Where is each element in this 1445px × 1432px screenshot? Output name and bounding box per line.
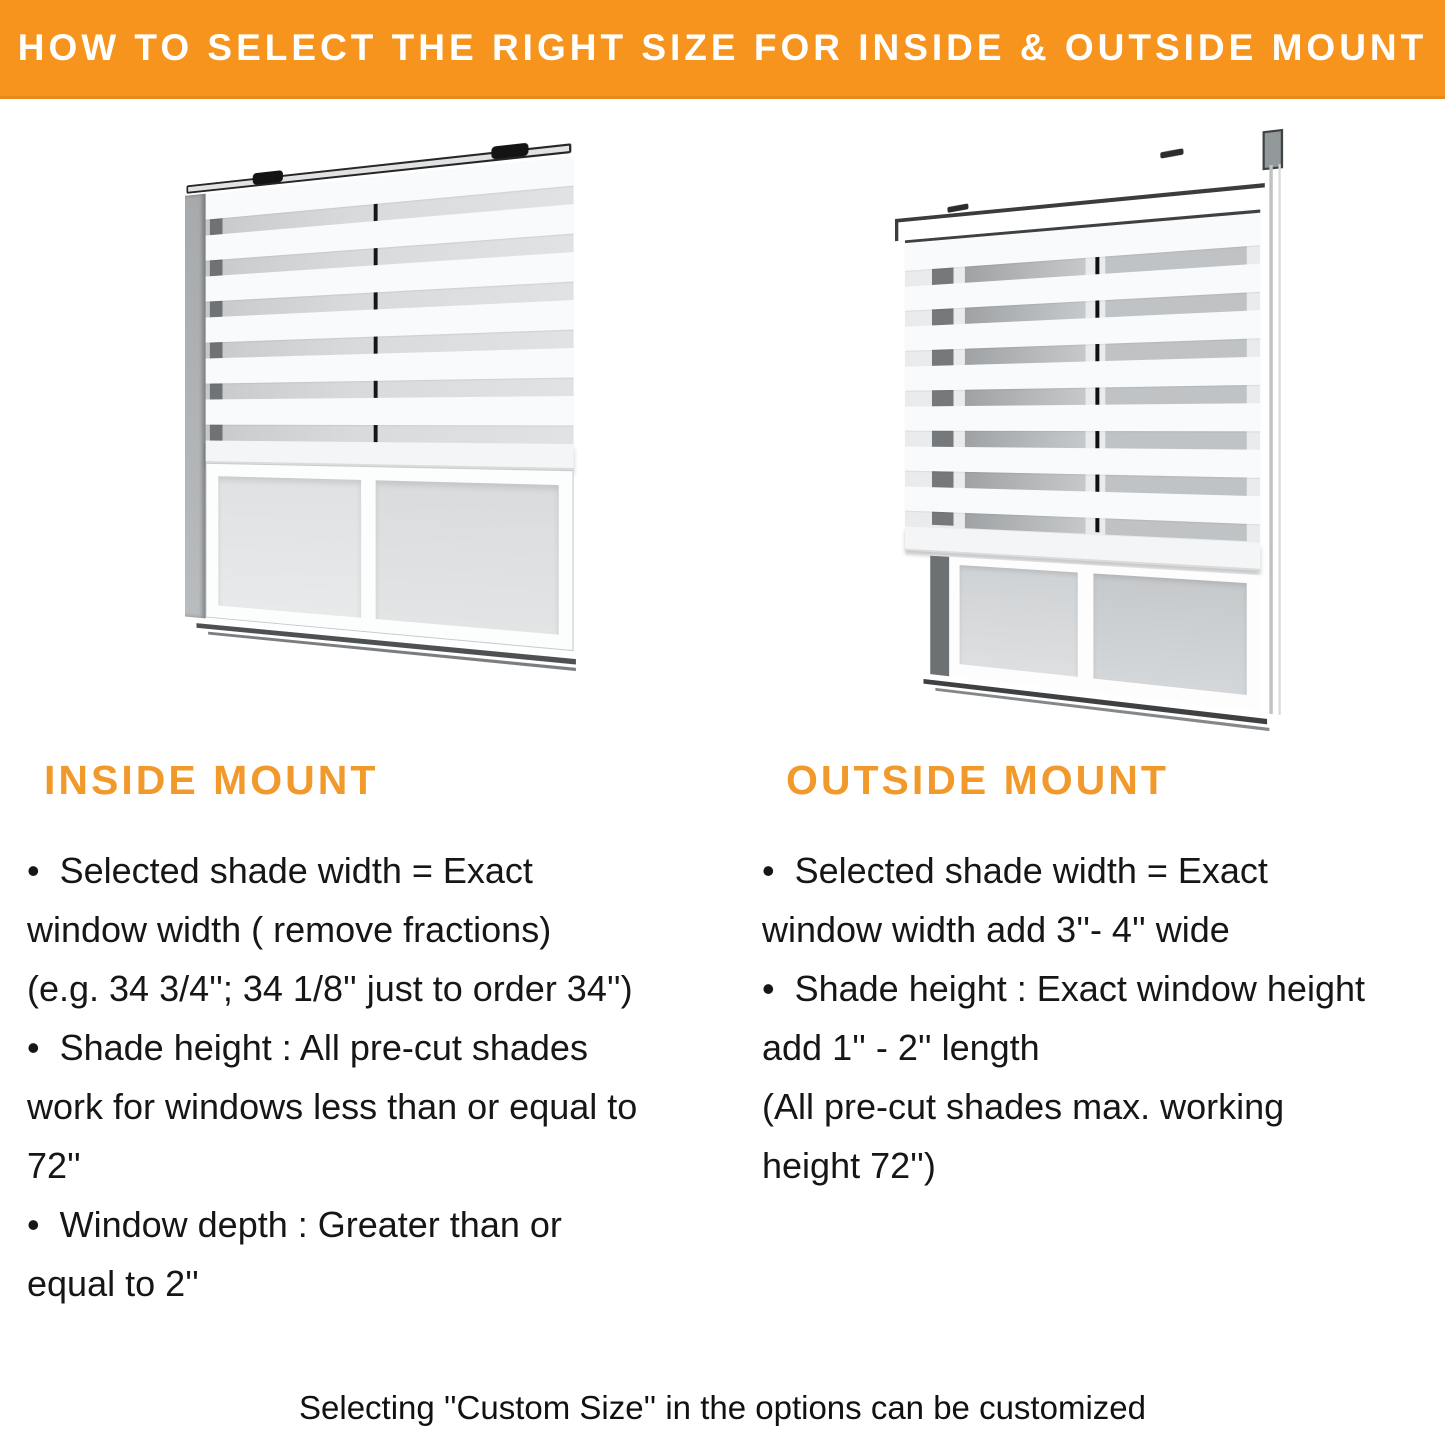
text-line: • Shade height : Exact window height [762,968,1365,1009]
window-glass [376,480,559,634]
text-line: window width ( remove fractions) [27,909,552,950]
text-line: • Selected shade width = Exact [762,850,1268,891]
window-jamb [930,556,949,677]
shade-band [905,403,1260,431]
text-line: • Window depth : Greater than or [27,1204,562,1245]
window-glass [1093,573,1246,695]
outside-mount-window-drawing [884,119,1293,735]
outside-mount-instructions [762,841,1422,1195]
outside-mount-heading: OUTSIDE MOUNT [786,757,1169,803]
banner-title: HOW TO SELECT THE RIGHT SIZE FOR INSIDE & OUTSIDE MOUNT [17,27,1428,68]
window-glass [960,565,1078,677]
text-line: add 1'' - 2'' length [762,1027,1040,1068]
outside-mount-illustration [860,146,1280,708]
custom-size-note [0,1386,1445,1430]
text-line: 72'' [27,1145,81,1186]
wall-screw-mark [1160,148,1184,158]
mounting-rail-end [895,219,898,242]
text-line: height 72'') [762,1145,936,1186]
shade-band [905,357,1260,391]
shade-band [206,300,574,343]
zebra-shade [905,209,1260,567]
window-glass [218,476,361,618]
shade-band [206,252,574,302]
text-line: window width add 3''- 4'' wide [762,909,1230,950]
text-line: • Selected shade width = Exact [27,850,533,891]
footer-note-text: Selecting ''Custom Size'' in the options can be customized [299,1389,1146,1426]
inside-mount-instructions [27,841,727,1313]
text-line: equal to 2'' [27,1263,199,1304]
text-line: work for windows less than or equal to [27,1086,638,1127]
window-side-edge [1278,164,1280,715]
inside-mount-heading: INSIDE MOUNT [44,757,379,803]
inside-mount-illustration [163,150,565,690]
text-line: (All pre-cut shades max. working [762,1086,1285,1127]
window-jamb [185,194,206,619]
shade-band [206,348,574,384]
window-frame [206,463,574,651]
text-line: (e.g. 34 3/4''; 34 1/8'' just to order 34'') [27,968,633,1009]
shade-band [905,447,1260,478]
zebra-shade [206,156,574,470]
shade-band [206,396,574,425]
text-line: • Shade height : All pre-cut shades [27,1027,588,1068]
banner [0,0,1445,99]
window-side-edge [1269,165,1272,714]
inside-mount-window-drawing [185,125,576,714]
